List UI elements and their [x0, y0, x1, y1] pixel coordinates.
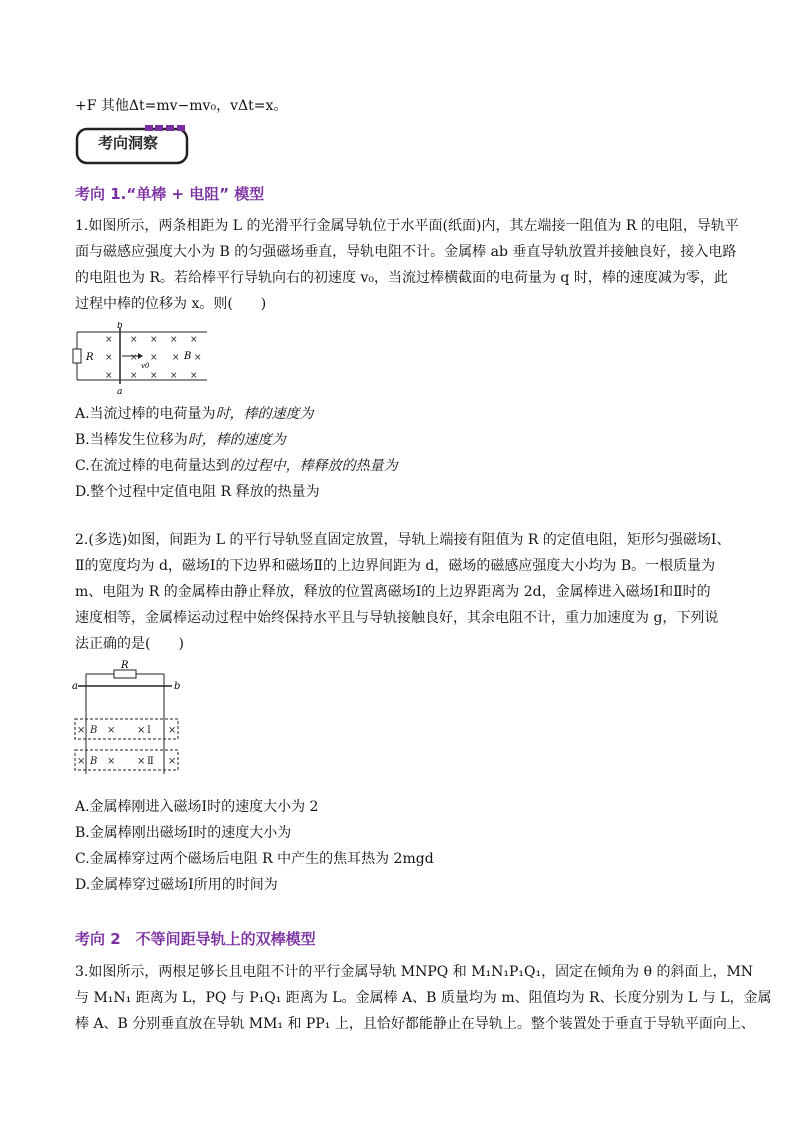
svg-text:×: × — [190, 371, 198, 381]
q2-line-2: Ⅱ的宽度均为 d，磁场Ⅰ的下边界和磁场Ⅱ的上边界间距为 d，磁场的磁感应强度大小均为 B。一根质量为 — [75, 558, 716, 574]
svg-text:×: × — [77, 756, 86, 767]
q1-option-d: D.整个过程中定值电阻 R 释放的热量为 — [75, 484, 320, 500]
svg-text:×: × — [77, 725, 86, 736]
q2-line-3: m、电阻为 R 的金属棒由静止释放，释放的位置离磁场Ⅰ的上边界距离为 2d，金属棒进入磁场Ⅰ和Ⅱ时的 — [75, 584, 711, 600]
q1-line-1: 1.如图所示，两条相距为 L 的光滑平行金属导轨位于水平面(纸面)内，其左端接一阻值为 R 的电阻，导轨平 — [75, 218, 739, 234]
q1-line-2: 面与磁感应强度大小为 B 的匀强磁场垂直，导轨电阻不计。金属棒 ab 垂直导轨放置并接触良好，接入电路 — [75, 244, 737, 260]
svg-text:×: × — [168, 725, 177, 736]
svg-text:×: × — [150, 353, 158, 363]
svg-text:B: B — [90, 725, 98, 736]
q2-option-c: C.金属棒穿过两个磁场后电阻 R 中产生的焦耳热为 2mgd — [75, 851, 434, 867]
q1-fig-v0: v0 — [141, 362, 150, 370]
svg-text:×: × — [107, 725, 116, 736]
svg-text:×: × — [107, 756, 116, 767]
badge-label: 考向洞察 — [98, 134, 159, 152]
q3-line-1: 3.如图所示，两根足够长且电阻不计的平行金属导轨 MNPQ 和 M₁N₁P₁Q₁，固定在倾角为 θ 的斜面上，MN — [75, 964, 754, 980]
q1-fig-b: b — [117, 322, 123, 331]
svg-text:×: × — [105, 371, 113, 381]
q1-fig-B: B — [184, 351, 192, 362]
q2-option-d: D.金属棒穿过磁场Ⅰ所用的时间为 — [75, 877, 278, 893]
q1-option-b: B.当棒发生位移为时，棒的速度为 — [75, 432, 286, 448]
svg-text:×: × — [170, 371, 178, 381]
q2-fig-a: a — [72, 681, 78, 692]
q2-line-5: 法正确的是( ) — [75, 636, 184, 652]
q2-option-b: B.金属棒刚出磁场Ⅰ时的速度大小为 — [75, 825, 292, 841]
q2-fig-R: R — [121, 660, 129, 671]
svg-text:×: × — [105, 353, 113, 363]
svg-text:×: × — [130, 353, 138, 363]
section-title-1: 考向 1.“单棒 + 电阻” 模型 — [75, 185, 265, 203]
svg-text:×: × — [150, 335, 158, 345]
q3-line-2: 与 M₁N₁ 距离为 L，PQ 与 P₁Q₁ 距离为 L。金属棒 A、B 质量均为 m、阻值均为 R、长度分别为 L 与 L，金属 — [75, 990, 772, 1006]
q2-option-a: A.金属棒刚进入磁场Ⅰ时的速度大小为 2 — [75, 799, 319, 815]
svg-text:×: × — [137, 725, 146, 736]
svg-text:×: × — [137, 756, 146, 767]
svg-text:×: × — [130, 371, 138, 381]
top-formula: +F 其他Δt=mv−mv₀，vΔt=x。 — [75, 98, 288, 114]
svg-text:×: × — [168, 756, 177, 767]
section-title-2: 考向 2 不等间距导轨上的双棒模型 — [75, 930, 316, 948]
q1-line-4: 过程中棒的位移为 x。则( ) — [75, 296, 267, 312]
svg-text:×: × — [170, 335, 178, 345]
svg-text:×: × — [105, 335, 113, 345]
svg-text:B: B — [90, 756, 98, 767]
q1-circuit-figure — [72, 322, 212, 394]
q2-fig-I: Ⅰ — [147, 725, 151, 736]
svg-text:×: × — [150, 371, 158, 381]
svg-text:×: × — [194, 353, 202, 363]
q2-circuit-figure — [72, 658, 192, 778]
q1-option-a: A.当流过棒的电荷量为时，棒的速度为 — [75, 406, 314, 422]
q1-fig-a: a — [117, 387, 123, 394]
svg-text:×: × — [130, 335, 138, 345]
q1-line-3: 的电阻也为 R。若给棒平行导轨向右的初速度 v₀，当流过棒横截面的电荷量为 q 时，棒的速度减为零，此 — [75, 270, 728, 286]
q3-line-3: 棒 A、B 分别垂直放在导轨 MM₁ 和 PP₁ 上，且恰好都能静止在导轨上。整个装置处于垂直于导轨平面向上、 — [75, 1016, 755, 1032]
q2-fig-II: Ⅱ — [147, 756, 154, 767]
q1-option-c: C.在流过棒的电荷量达到的过程中，棒释放的热量为 — [75, 458, 398, 474]
svg-text:×: × — [190, 335, 198, 345]
q1-fig-R: R — [86, 352, 94, 363]
q2-line-1: 2.(多选)如图，间距为 L 的平行导轨竖直固定放置，导轨上端接有阻值为 R 的定值电阻，矩形匀强磁场Ⅰ、 — [75, 532, 731, 548]
svg-text:×: × — [172, 353, 180, 363]
q2-fig-b: b — [174, 681, 181, 692]
q2-line-4: 速度相等，金属棒运动过程中始终保持水平且与导轨接触良好，其余电阻不计，重力加速度为 g，下列说 — [75, 610, 719, 626]
